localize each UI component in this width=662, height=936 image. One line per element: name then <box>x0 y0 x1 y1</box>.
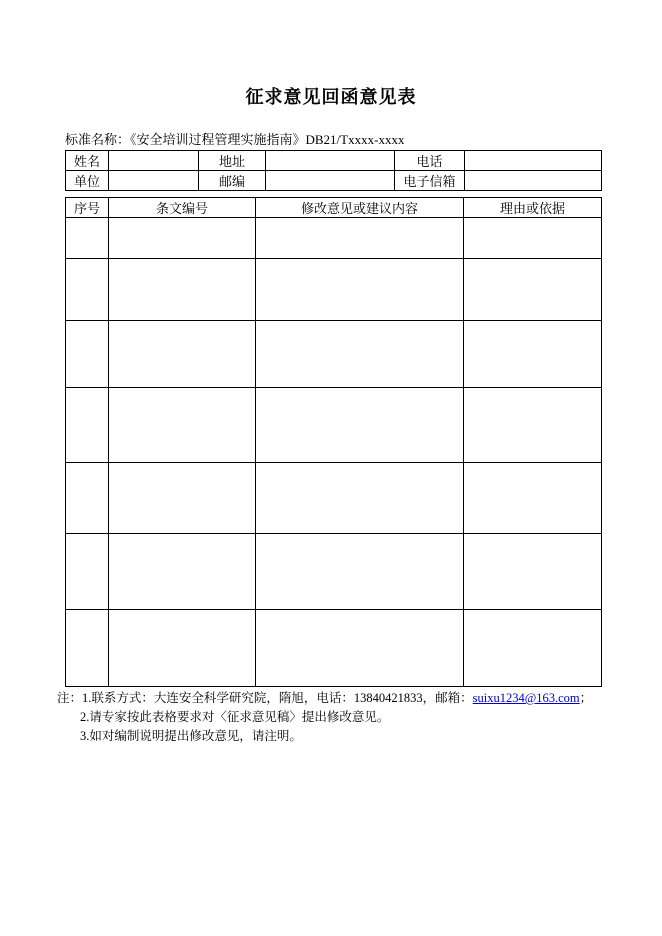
cell-index[interactable] <box>66 321 109 388</box>
note-prefix: 注： <box>57 691 83 705</box>
comments-empty-row <box>66 321 602 388</box>
cell-suggestion[interactable] <box>256 321 464 388</box>
page-title: 征求意见回函意见表 <box>245 87 417 107</box>
name-label: 姓名 <box>66 151 109 171</box>
comments-table <box>65 197 602 687</box>
email-link[interactable]: suixu1234@163.com <box>472 691 580 705</box>
comments-empty-row <box>66 463 602 534</box>
email-label: 电子信箱 <box>395 171 465 191</box>
cell-index[interactable] <box>66 463 109 534</box>
note1-suffix: ； <box>579 691 593 705</box>
cell-index[interactable] <box>66 259 109 321</box>
phone-field[interactable] <box>465 151 602 171</box>
cell-suggestion[interactable] <box>256 218 464 259</box>
col-header-index: 序号 <box>66 198 109 218</box>
cell-reason[interactable] <box>464 463 602 534</box>
cell-clause[interactable] <box>109 534 256 610</box>
cell-index[interactable] <box>66 388 109 463</box>
contact-row-2 <box>66 171 602 191</box>
contact-table <box>65 150 602 191</box>
cell-reason[interactable] <box>464 534 602 610</box>
cell-suggestion[interactable] <box>256 534 464 610</box>
cell-suggestion[interactable] <box>256 388 464 463</box>
note-line-3: 3.如对编制说明提出修改意见，请注明。 <box>80 729 302 743</box>
cell-index[interactable] <box>66 218 109 259</box>
cell-clause[interactable] <box>109 610 256 687</box>
col-header-clause: 条文编号 <box>109 198 256 218</box>
cell-clause[interactable] <box>109 388 256 463</box>
comments-header-row <box>66 198 602 218</box>
contact-row-1 <box>66 151 602 171</box>
cell-reason[interactable] <box>464 218 602 259</box>
zipcode-label: 邮编 <box>199 171 266 191</box>
phone-label: 电话 <box>395 151 465 171</box>
note1-text: 1.联系方式：大连安全科学研究院，隋旭，电话：13840421833，邮箱： <box>82 691 473 705</box>
cell-suggestion[interactable] <box>256 463 464 534</box>
zipcode-field[interactable] <box>266 171 395 191</box>
cell-clause[interactable] <box>109 321 256 388</box>
unit-label: 单位 <box>66 171 109 191</box>
cell-suggestion[interactable] <box>256 610 464 687</box>
cell-reason[interactable] <box>464 388 602 463</box>
email-field[interactable] <box>465 171 602 191</box>
note-line-2: 2.请专家按此表格要求对〈征求意见稿〉提出修改意见。 <box>80 710 390 724</box>
notes-section <box>57 689 662 746</box>
cell-index[interactable] <box>66 534 109 610</box>
cell-suggestion[interactable] <box>256 259 464 321</box>
note-line-1 <box>57 689 662 708</box>
cell-clause[interactable] <box>109 463 256 534</box>
comments-empty-row <box>66 534 602 610</box>
comments-empty-row <box>66 218 602 259</box>
name-field[interactable] <box>109 151 199 171</box>
unit-field[interactable] <box>109 171 199 191</box>
cell-reason[interactable] <box>464 259 602 321</box>
comments-empty-row <box>66 610 602 687</box>
col-header-reason: 理由或依据 <box>464 198 602 218</box>
address-field[interactable] <box>266 151 395 171</box>
col-header-suggestion: 修改意见或建议内容 <box>256 198 464 218</box>
cell-reason[interactable] <box>464 610 602 687</box>
cell-clause[interactable] <box>109 218 256 259</box>
address-label: 地址 <box>199 151 266 171</box>
comments-empty-row <box>66 259 602 321</box>
comments-empty-row <box>66 388 602 463</box>
cell-clause[interactable] <box>109 259 256 321</box>
standard-name-line: 标准名称：《安全培训过程管理实施指南》DB21/Txxxx-xxxx <box>65 132 405 147</box>
cell-index[interactable] <box>66 610 109 687</box>
cell-reason[interactable] <box>464 321 602 388</box>
